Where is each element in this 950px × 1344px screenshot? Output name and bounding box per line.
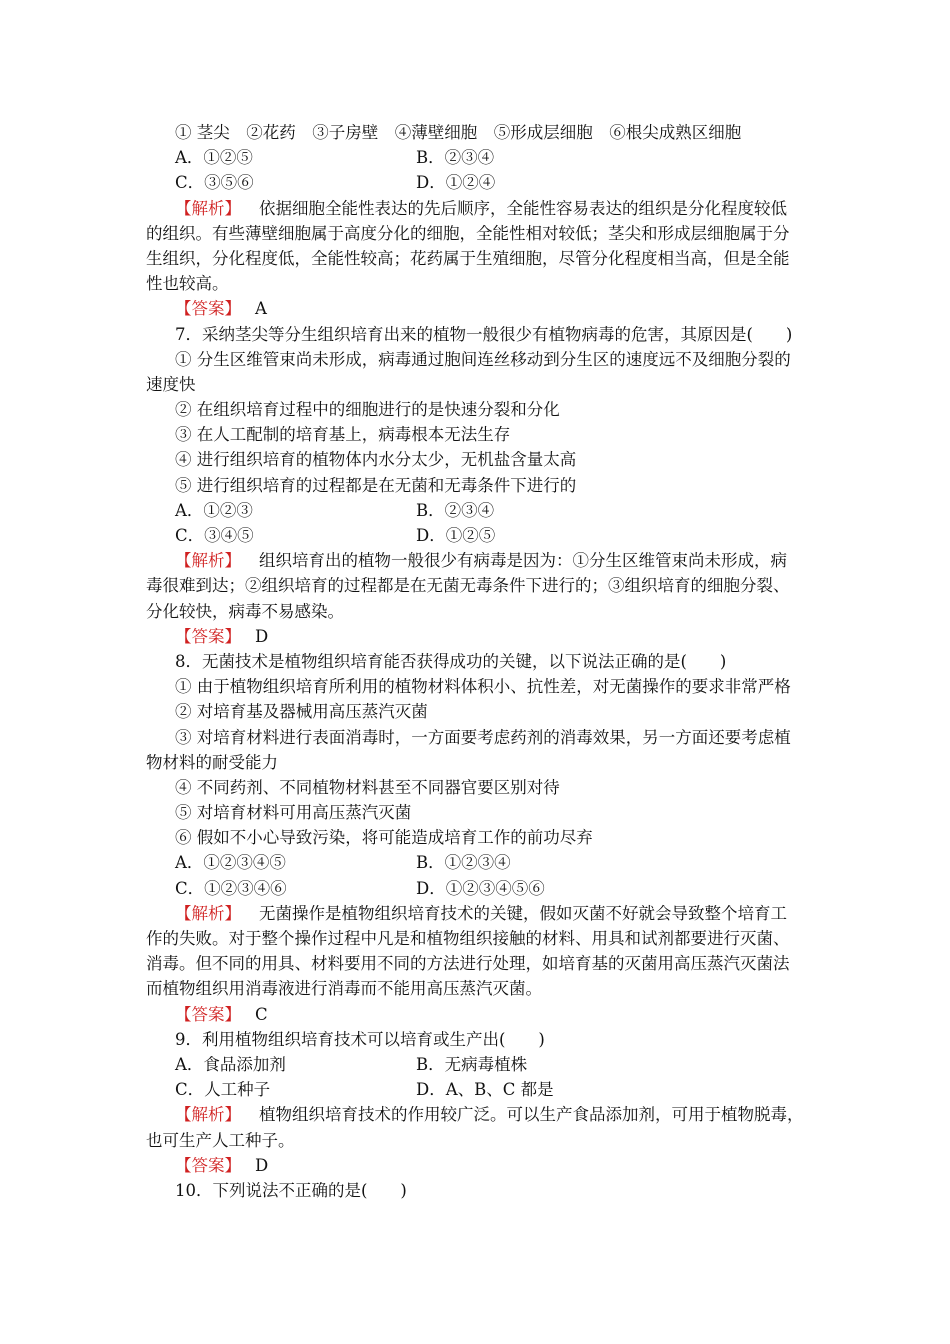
q9-answer-value: D [255, 1155, 269, 1175]
q6-items: ① 茎尖 ②花药 ③子房壁 ④薄壁细胞 ⑤形成层细胞 ⑥根尖成熟区细胞 [175, 123, 742, 142]
q8-answer-tag: 【答案】 [175, 1004, 241, 1024]
document-content [146, 120, 810, 1203]
q6-answer [146, 296, 810, 321]
q9-stem: 9．利用植物组织培育技术可以培育或生产出( ) [175, 1029, 545, 1049]
q6-answer-tag: 【答案】 [175, 299, 241, 319]
q8-answer [146, 1002, 810, 1027]
q8-option-c: C．①②③④⑥ [175, 878, 287, 898]
q9-answer-tag: 【答案】 [175, 1155, 241, 1175]
q9-analysis-tag: 【解析】 [175, 1105, 241, 1125]
q7-item-1: ① 分生区维管束尚未形成，病毒通过胞间连丝移动到分生区的速度远不及细胞分裂的 [175, 349, 791, 369]
q7-item-1-cont: 速度快 [146, 374, 196, 394]
q7-options-ab [146, 498, 810, 523]
q6-options-cd [146, 170, 810, 195]
q9-options-ab [146, 1052, 810, 1077]
q8-options-ab [146, 850, 810, 875]
q7-item-3: ③ 在人工配制的培育基上，病毒根本无法生存 [175, 425, 511, 445]
q10-stem: 10．下列说法不正确的是( ) [175, 1180, 407, 1200]
q7-option-b: B．②③④ [416, 500, 495, 520]
q7-analysis-line-2: 毒很难到达；②组织培育的过程都是在无菌无毒条件下进行的；③组织培育的细胞分裂、 [146, 576, 790, 596]
q8-analysis-line-4: 而植物组织用消毒液进行消毒而不能用高压蒸汽灭菌。 [146, 979, 542, 999]
q7-stem: 7．采纳茎尖等分生组织培育出来的植物一般很少有植物病毒的危害，其原因是( ) [175, 324, 793, 344]
q6-analysis-tag: 【解析】 [175, 198, 241, 218]
q7-option-a: A．①②③ [175, 500, 253, 520]
q7-option-d: D．①②⑤ [416, 526, 496, 545]
q6-analysis-text: 依据细胞全能性表达的先后顺序，全能性容易表达的组织是分化程度较低 [259, 198, 787, 218]
q8-item-1: ① 由于植物组织培育所利用的植物材料体积小、抗性差，对无菌操作的要求非常严格 [175, 677, 791, 697]
q9-option-c: C．人工种子 [175, 1080, 271, 1100]
q9-option-d: D．A、B、C 都是 [416, 1080, 554, 1100]
q8-item-3: ③ 对培育材料进行表面消毒时，一方面要考虑药剂的消毒效果，另一方面还要考虑植 [175, 727, 791, 747]
q6-option-b: B．②③④ [416, 148, 495, 168]
q7-answer-tag: 【答案】 [175, 626, 241, 646]
q6-answer-value: A [255, 299, 267, 319]
q9-option-b: B．无病毒植株 [416, 1054, 528, 1074]
q9-options-cd [146, 1077, 810, 1102]
q8-analysis-line-2: 作的失败。对于整个操作过程中凡是和植物组织接触的材料、用具和试剂都要进行灭菌、 [146, 929, 790, 948]
q6-analysis-line-2: 的组织。有些薄壁细胞属于高度分化的细胞，全能性相对较低；茎尖和形成层细胞属于分 [146, 223, 790, 243]
q8-analysis-tag: 【解析】 [175, 903, 241, 923]
q7-answer [146, 624, 810, 649]
q7-analysis-line-3: 分化较快，病毒不易感染。 [146, 601, 344, 621]
q7-analysis-line-1 [146, 548, 810, 573]
q7-answer-value: D [255, 626, 269, 646]
q8-options-cd [146, 876, 810, 901]
q6-analysis-line-3: 生组织，分化程度低，全能性较高；花药属于生殖细胞，尽管分化程度相当高，但是全能 [146, 248, 790, 268]
q6-analysis-line-1 [146, 196, 810, 221]
q8-item-4: ④ 不同药剂、不同植物材料甚至不同器官要区别对待 [175, 777, 560, 797]
q8-item-5: ⑤ 对培育材料可用高压蒸汽灭菌 [175, 803, 412, 823]
q6-option-c: C．③⑤⑥ [175, 173, 254, 193]
q8-analysis-line-1 [146, 901, 810, 926]
q6-option-d: D．①②④ [416, 173, 496, 193]
q7-item-4: ④ 进行组织培育的植物体内水分太少，无机盐含量太高 [175, 450, 577, 470]
q8-item-6: ⑥ 假如不小心导致污染，将可能造成培育工作的前功尽弃 [175, 828, 593, 848]
q7-analysis-text: 组织培育出的植物一般很少有病毒是因为：①分生区维管束尚未形成，病 [259, 551, 787, 571]
q6-option-a: A．①②⑤ [175, 148, 253, 168]
q8-answer-value: C [255, 1004, 268, 1024]
q7-option-c: C．③④⑤ [175, 526, 254, 545]
q7-options-cd [146, 523, 810, 548]
q8-option-d: D．①②③④⑤⑥ [416, 878, 545, 898]
q8-item-3-cont: 物材料的耐受能力 [146, 752, 278, 772]
q9-answer [146, 1153, 810, 1178]
q7-analysis-tag: 【解析】 [175, 551, 241, 571]
q8-option-b: B．①②③④ [416, 853, 511, 873]
q7-item-5: ⑤ 进行组织培育的过程都是在无菌和无毒条件下进行的 [175, 475, 577, 495]
q7-item-2: ② 在组织培育过程中的细胞进行的是快速分裂和分化 [175, 400, 560, 420]
q8-item-2: ② 对培育基及器械用高压蒸汽灭菌 [175, 702, 428, 722]
q9-option-a: A．食品添加剂 [175, 1054, 286, 1074]
q8-analysis-text: 无菌操作是植物组织培育技术的关键，假如灭菌不好就会导致整个培育工 [259, 903, 787, 923]
q9-analysis-line-2: 也可生产人工种子。 [146, 1130, 295, 1150]
q9-analysis-line-1 [146, 1102, 810, 1127]
q6-options-ab [146, 145, 810, 170]
q6-analysis-line-4: 性也较高。 [146, 274, 229, 294]
q8-analysis-line-3: 消毒。但不同的用具、材料要用不同的方法进行处理，如培育基的灭菌用高压蒸汽灭菌法 [146, 954, 790, 974]
q8-option-a: A．①②③④⑤ [175, 853, 286, 873]
q9-analysis-text: 植物组织培育技术的作用较广泛。可以生产食品添加剂，可用于植物脱毒， [259, 1105, 804, 1125]
q8-stem: 8．无菌技术是植物组织培育能否获得成功的关键，以下说法正确的是( ) [175, 651, 727, 671]
